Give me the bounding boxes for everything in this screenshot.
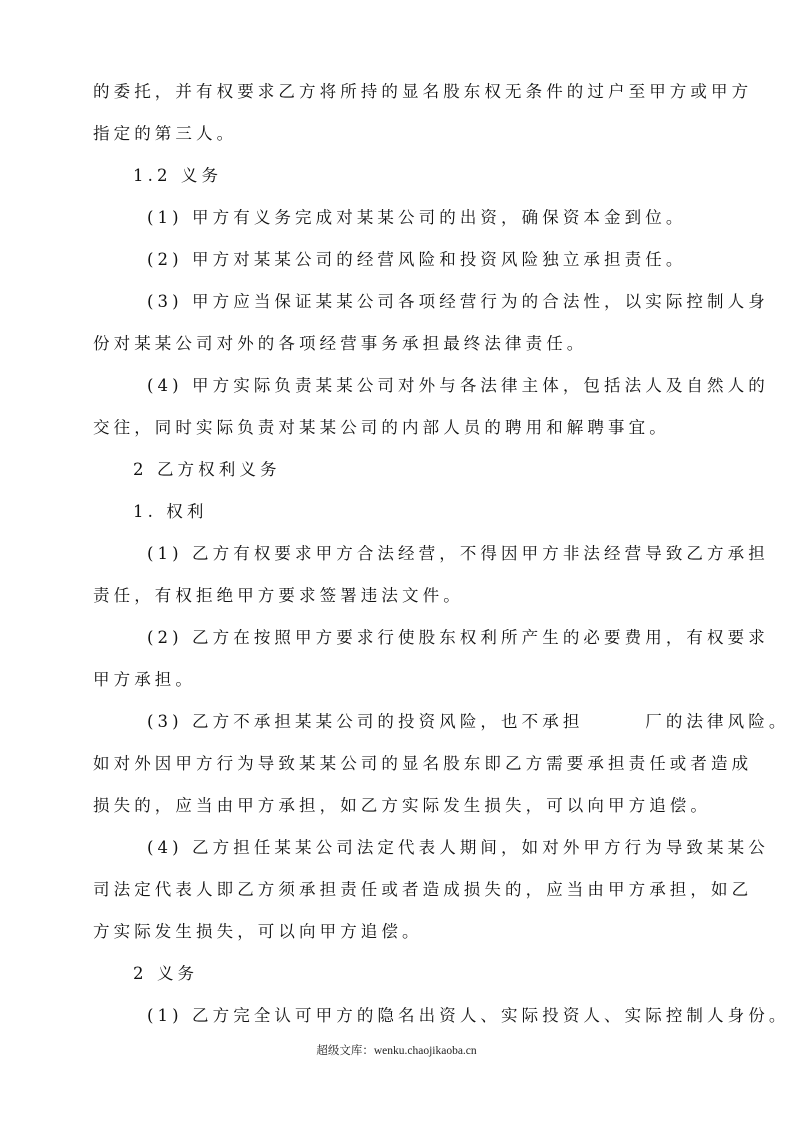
text-line: (2) 乙方在按照甲方要求行使股东权利所产生的必要费用，有权要求 xyxy=(147,628,769,647)
text-line: (2) 甲方对某某公司的经营风险和投资风险独立承担责任。 xyxy=(147,250,687,269)
text-line: 责任，有权拒绝甲方要求签署违法文件。 xyxy=(93,586,464,605)
text-line: (4) 乙方担任某某公司法定代表人期间，如对外甲方行为导致某某公 xyxy=(147,838,769,857)
text-line: (1) 乙方完全认可甲方的隐名出资人、实际投资人、实际控制人身份。 xyxy=(147,1006,790,1025)
text-line: 方实际发生损失，可以向甲方追偿。 xyxy=(93,922,423,941)
text-line: 指定的第三人。 xyxy=(93,124,238,143)
text-line: 2 乙方权利义务 xyxy=(133,460,281,479)
text-line: 交往，同时实际负责对某某公司的内部人员的聘用和解聘事宜。 xyxy=(93,418,670,437)
text-line: 的委托，并有权要求乙方将所持的显名股东权无条件的过户至甲方或甲方 xyxy=(93,82,753,101)
text-line: 1.2 义务 xyxy=(133,166,223,185)
text-line: (1) 甲方有义务完成对某某公司的出资，确保资本金到位。 xyxy=(147,208,687,227)
text-line: 损失的，应当由甲方承担，如乙方实际发生损失，可以向甲方追偿。 xyxy=(93,796,711,815)
text-line: (4) 甲方实际负责某某公司对外与各法律主体，包括法人及自然人的 xyxy=(147,376,769,395)
text-line: 司法定代表人即乙方须承担责任或者造成损失的，应当由甲方承担，如乙 xyxy=(93,880,753,899)
text-line: 份对某某公司对外的各项经营事务承担最终法律责任。 xyxy=(93,334,588,353)
text-line: 如对外因甲方行为导致某某公司的显名股东即乙方需要承担责任或者造成 xyxy=(93,754,753,773)
text-line: (3) 乙方不承担某某公司的投资风险，也不承担 厂的法律风险。 xyxy=(147,712,790,731)
text-line: (3) 甲方应当保证某某公司各项经营行为的合法性，以实际控制人身 xyxy=(147,292,769,311)
text-line: (1) 乙方有权要求甲方合法经营，不得因甲方非法经营导致乙方承担 xyxy=(147,544,769,563)
footer-watermark: 超级文库：wenku.chaojikaoba.cn xyxy=(316,1045,477,1057)
text-line: 2 义务 xyxy=(133,964,199,983)
text-line: 1. 权利 xyxy=(133,502,208,521)
text-line: 甲方承担。 xyxy=(93,670,196,689)
